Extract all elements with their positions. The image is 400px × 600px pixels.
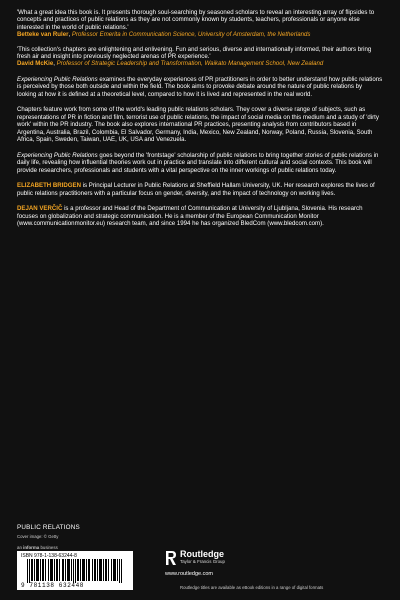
- publisher-url[interactable]: www.routledge.com: [165, 571, 213, 577]
- description-paragraph-2: Chapters feature work from some of the world's leading public relations scholars. They cover a diverse range of subjects, such as representations of PR in fiction and film, terrorist use of public relations, the impact of social media on this medium and a study of 'dirty work' within the PR industry. The book also explores international PR practices, presenting analysis from contributors based in Argentina, Australia, Brazil, Colombia, El Salvador, Germany, India, Mexico, New Zealand, Norway, Poland, Russia, Slovenia, South Africa, Spain, Sweden, Taiwan, UAE, UK, USA and Venezuela.: [17, 106, 379, 144]
- quote-text: 'What a great idea this book is. It presents thorough soul-searching by seasoned scholars to reveal an interesting array of flipsides to concepts and practices of public relations as they are not commonly known by students, teachers, professionals or anyone else interested in the world of public relations.': [17, 9, 375, 31]
- informa-logo-text: informa: [23, 545, 40, 550]
- quote-attribution: Betteke van Ruler, Professor Emerita in Communication Science, University of Amsterdam, the Netherlands: [17, 31, 311, 39]
- book-title: Experiencing Public Relations: [17, 151, 98, 159]
- cover-image-credit: Cover image: © Getty: [17, 534, 59, 539]
- quote-author-role: Professor Emerita in Communication Science, University of Amsterdam, the Netherlands: [71, 31, 311, 39]
- quote-author: Betteke van Ruler: [17, 31, 69, 39]
- barcode-icon: [27, 559, 127, 583]
- informa-business-line: an informa business: [17, 545, 58, 550]
- description-paragraph-1: Experiencing Public Relations examines the everyday experiences of PR practitioners in order to better understand how public relations is perceived by those both outside and within the field. The book aims to provoke debate around the nature of public relations by looking at how it is defined at a theoretical level, compared to how it is lived and represented in the real world.: [17, 75, 383, 98]
- barcode-digits: 9 781138 632448: [21, 582, 85, 589]
- quote-author-role: Professor of Strategic Leadership and Transformation, Waikato Management School, New Zealand: [56, 60, 324, 68]
- isbn-number: ISBN 978-1-138-63244-8: [21, 553, 77, 559]
- author-bio-2: DEJAN VERČIČ is a professor and Head of the Department of Communication at University of Ljubljana, Slovenia. His research focuses on globalization and strategic communication. He is a member of the European Communication Monitor (www.communicationmonitor.eu) research team, and since 1994 he has organized BledCom (www.bledcom.com).: [17, 205, 363, 228]
- author-bio-1: ELIZABETH BRIDGEN is Principal Lecturer in Public Relations at Sheffield Hallam University, UK. Her research explores the lives of public relations practitioners with a particular focus on gender, diversity, and the impact of technology on working lives.: [17, 182, 375, 197]
- quote-attribution: David McKie, Professor of Strategic Leadership and Transformation, Waikato Management School, New Zealand: [17, 60, 324, 68]
- author-name: DEJAN VERČIČ: [17, 205, 63, 213]
- author-name: ELIZABETH BRIDGEN: [17, 182, 81, 190]
- routledge-logo-icon: [165, 550, 177, 566]
- barcode-box: [17, 551, 133, 590]
- quote-text: 'This collection's chapters are enlightening and enlivening. Fun and serious, diverse and internationally informed, their authors bring fresh air and insight into previously neglected arenas of PR experience.': [17, 45, 372, 61]
- book-title: Experiencing Public Relations: [17, 75, 98, 83]
- publisher-group: Taylor & Francis Group: [180, 559, 225, 564]
- endorsement-quote-1: [17, 9, 383, 39]
- description-paragraph-3: Experiencing Public Relations goes beyond the 'frontstage' scholarship of public relations to bring together stories of public relations in daily life, revealing how influential theories work out in practice and translate into different cultural and social contexts. This book will provide researchers, professionals and students with a vital perspective on the inner workings of public relations today.: [17, 151, 379, 174]
- quote-author: David McKie: [17, 60, 54, 68]
- endorsement-quote-2: [17, 46, 383, 68]
- publisher-name: Routledge: [180, 549, 224, 559]
- ebook-footnote: Routledge titles are available as eBook editions in a range of digital formats: [180, 585, 324, 590]
- subject-category: PUBLIC RELATIONS: [17, 524, 80, 531]
